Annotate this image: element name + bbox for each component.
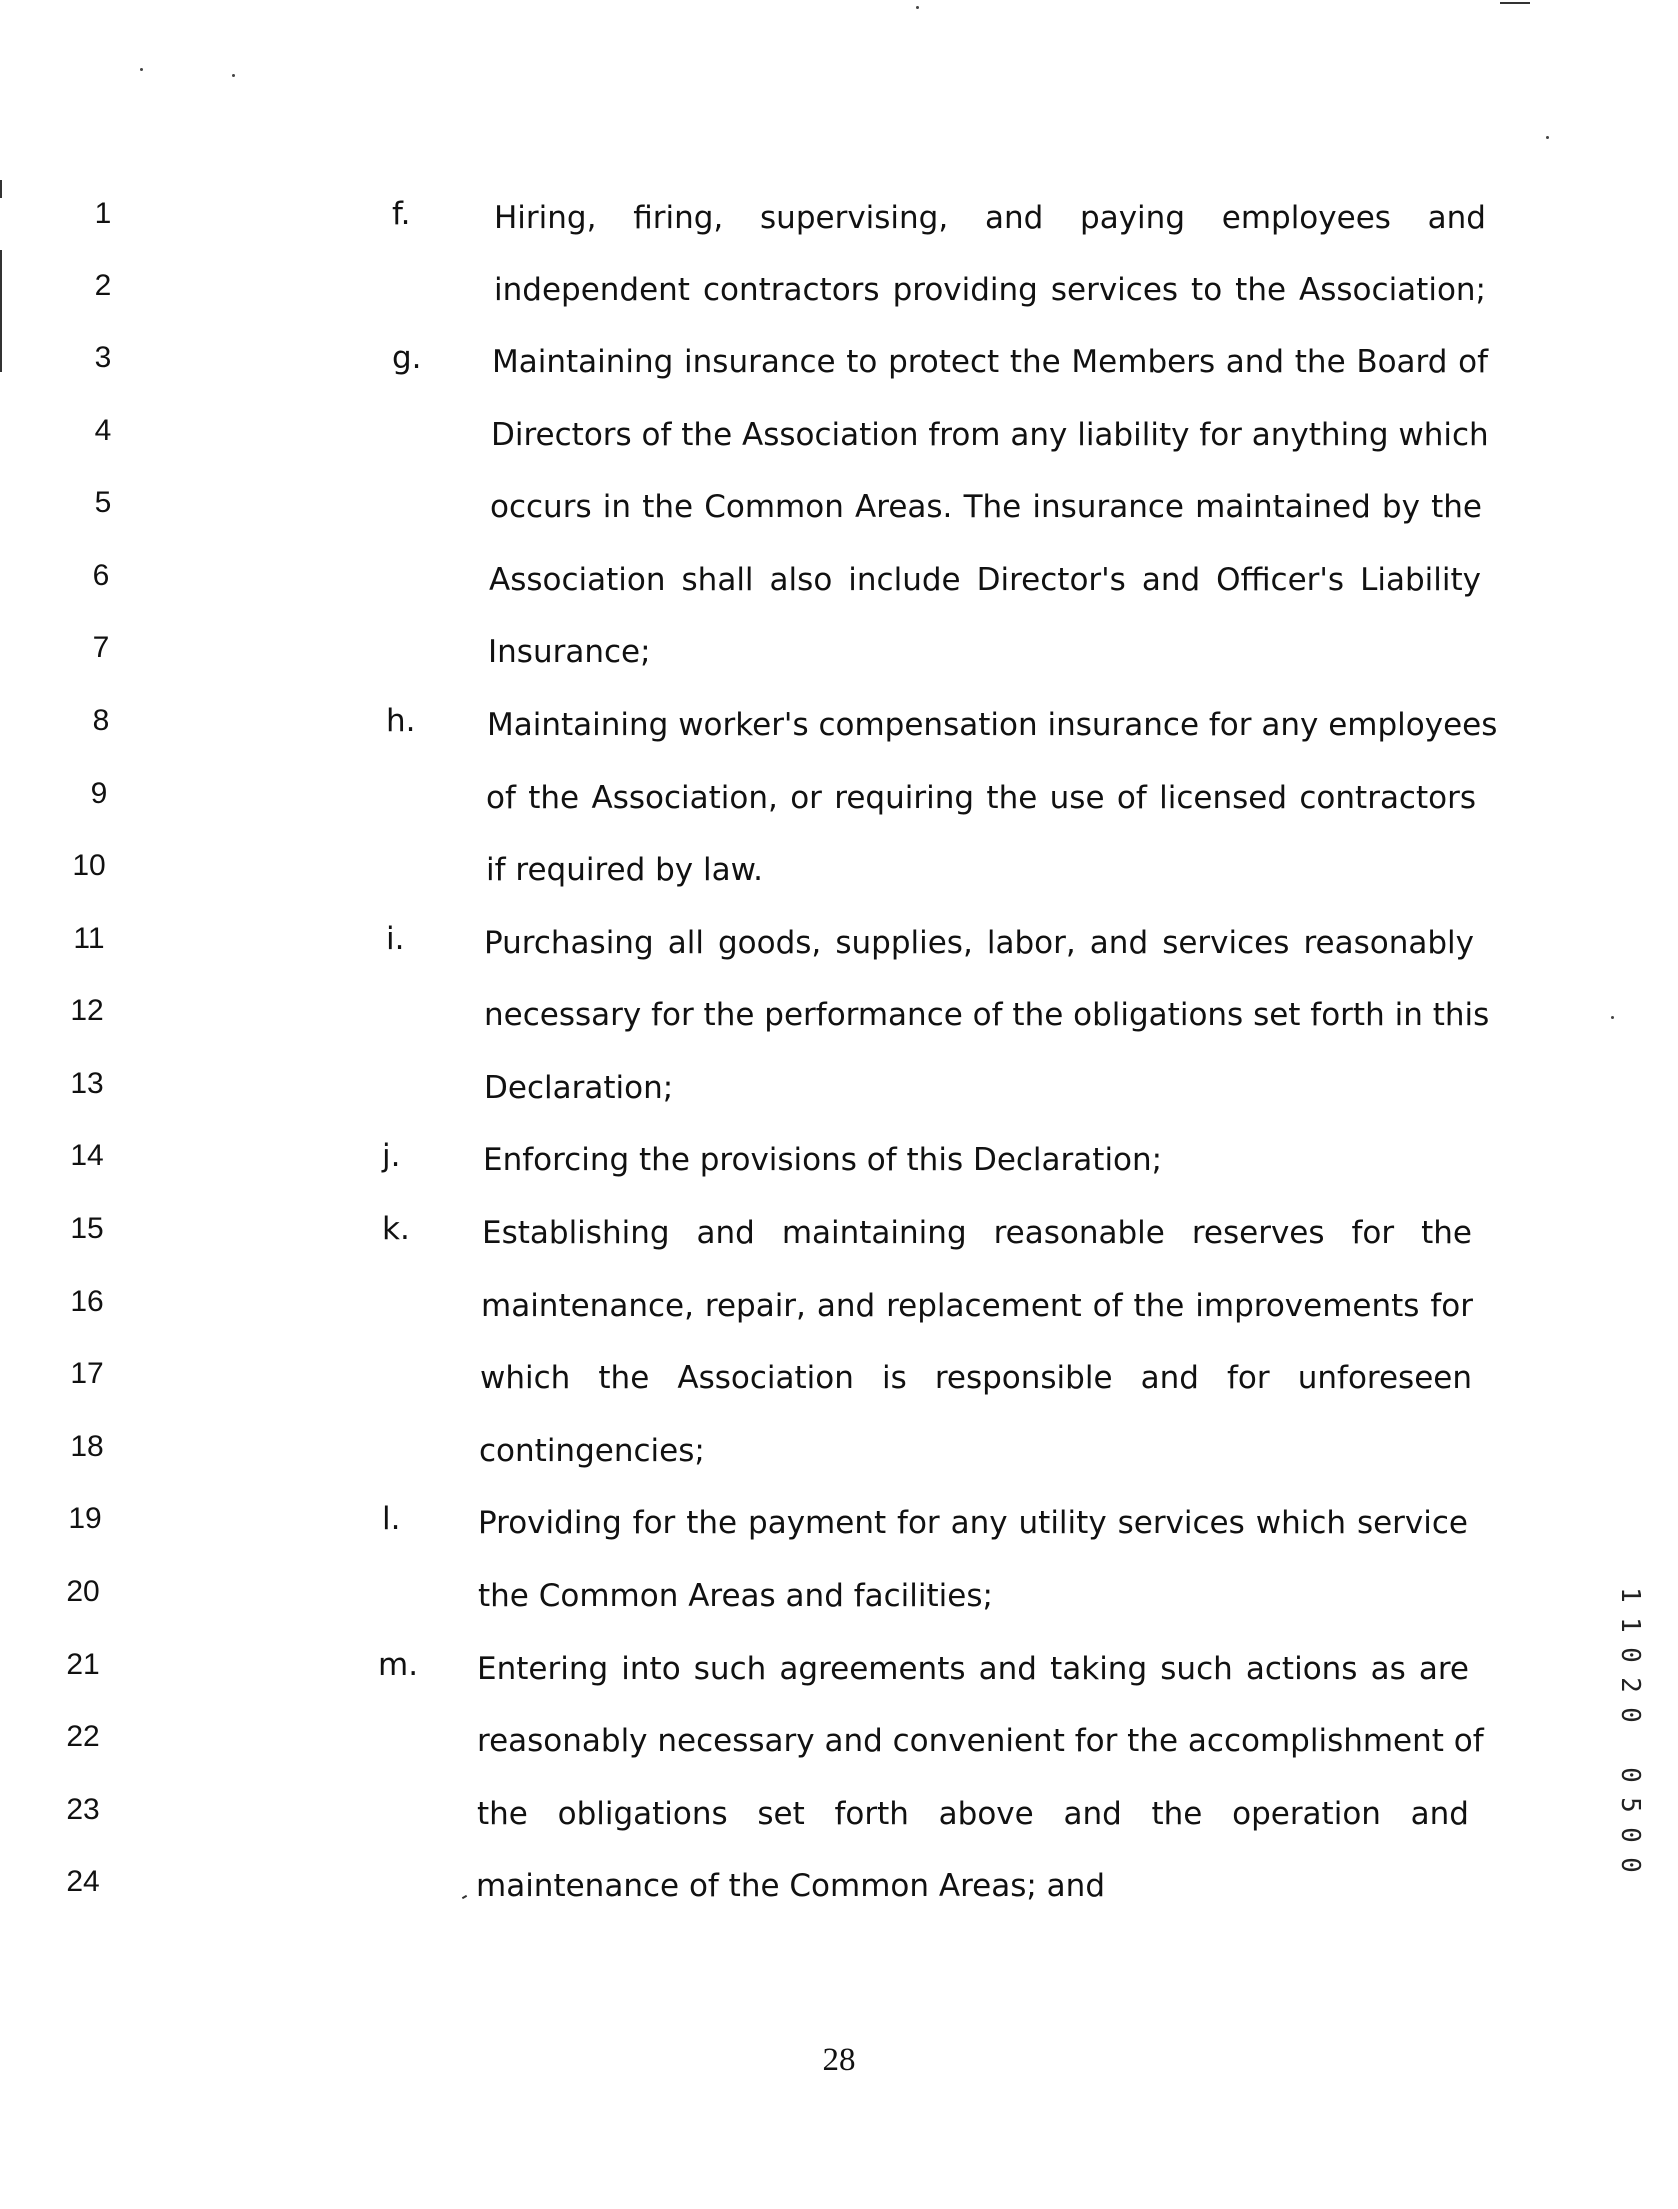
- line-number: 21: [66, 1648, 100, 1681]
- line-row: [0, 556, 1678, 616]
- stamp-digit: 2: [1615, 1677, 1645, 1693]
- line-text: necessary for the performance of the obligations set forth in this: [484, 997, 1490, 1033]
- line-number: 20: [66, 1575, 100, 1608]
- line-number: 15: [70, 1212, 104, 1245]
- item-marker: g.: [392, 340, 422, 376]
- line-number: 2: [94, 269, 112, 302]
- line-row: [0, 1862, 1678, 1922]
- line-row: [0, 1790, 1678, 1850]
- page-number: 28: [822, 2042, 856, 2078]
- stamp-digit: 0: [1615, 1857, 1645, 1873]
- line-number: 16: [70, 1285, 104, 1318]
- line-row: [0, 483, 1678, 543]
- line-text: the Common Areas and facilities;: [478, 1578, 993, 1614]
- line-row: [0, 411, 1678, 471]
- line-row: [0, 1064, 1678, 1124]
- line-row: [0, 1136, 1678, 1196]
- line-number: 19: [68, 1502, 102, 1535]
- line-number: 4: [94, 414, 112, 447]
- line-number: 23: [66, 1793, 100, 1826]
- line-text: of the Association, or requiring the use of licensed contractors: [486, 780, 1476, 816]
- line-row: [0, 338, 1678, 398]
- line-number: 18: [70, 1430, 104, 1463]
- line-number: 11: [73, 922, 105, 955]
- line-text: contingencies;: [479, 1433, 705, 1469]
- speck: [916, 6, 919, 9]
- item-marker: h.: [386, 703, 416, 739]
- bates-stamp: [1608, 1580, 1652, 1920]
- line-text: if required by law.: [486, 852, 763, 888]
- line-number: 8: [92, 704, 110, 737]
- line-text: reasonably necessary and convenient for the accomplishment of: [477, 1723, 1484, 1759]
- line-row: [0, 266, 1678, 326]
- stamp-digit: 0: [1615, 1647, 1645, 1663]
- line-row: [0, 846, 1678, 906]
- line-row: [0, 701, 1678, 761]
- line-number: 24: [66, 1865, 100, 1898]
- line-text: maintenance of the Common Areas; and: [476, 1868, 1105, 1904]
- line-text: maintenance, repair, and replacement of the improvements for: [481, 1288, 1473, 1324]
- line-number: 5: [94, 486, 112, 519]
- item-marker: i.: [386, 921, 405, 957]
- line-row: [0, 1717, 1678, 1777]
- line-text: independent contractors providing services to the Association;: [494, 272, 1486, 308]
- line-text: Declaration;: [484, 1070, 674, 1106]
- line-number: 10: [72, 849, 106, 882]
- line-row: [0, 1572, 1678, 1632]
- line-number: 9: [90, 777, 108, 810]
- line-text: Purchasing all goods, supplies, labor, and services reasonably: [484, 925, 1474, 961]
- line-text: Establishing and maintaining reasonable reserves for the: [482, 1215, 1472, 1251]
- line-row: [0, 1354, 1678, 1414]
- line-number: 14: [70, 1139, 104, 1172]
- line-number: 1: [94, 197, 112, 230]
- line-number: 13: [70, 1067, 104, 1100]
- line-text: Enforcing the provisions of this Declaration;: [483, 1142, 1163, 1178]
- item-marker: j.: [382, 1138, 401, 1174]
- line-row: [0, 919, 1678, 979]
- line-text: Insurance;: [488, 634, 651, 670]
- line-number: 22: [66, 1720, 100, 1753]
- stamp-digit: 0: [1615, 1827, 1645, 1843]
- line-row: [0, 774, 1678, 834]
- line-row: [0, 991, 1678, 1051]
- line-row: [0, 1282, 1678, 1342]
- item-marker: k.: [382, 1211, 410, 1247]
- line-text: occurs in the Common Areas. The insurance maintained by the: [490, 489, 1482, 525]
- line-text: Maintaining insurance to protect the Members and the Board of: [492, 344, 1488, 380]
- item-marker: l.: [382, 1501, 401, 1537]
- line-number: 6: [92, 559, 110, 592]
- stamp-digit: 1: [1615, 1587, 1645, 1603]
- line-text: Directors of the Association from any liability for anything which: [491, 417, 1489, 453]
- line-row: [0, 1645, 1678, 1705]
- item-marker: f.: [392, 196, 411, 232]
- line-row: [0, 628, 1678, 688]
- stamp-digit: 0: [1615, 1767, 1645, 1783]
- line-number: 7: [92, 631, 110, 664]
- line-text: Maintaining worker's compensation insurance for any employees: [487, 707, 1498, 743]
- line-row: [0, 194, 1678, 254]
- line-row: [0, 1427, 1678, 1487]
- line-number: 12: [70, 994, 104, 1027]
- line-row: [0, 1209, 1678, 1269]
- line-text: the obligations set forth above and the operation and: [477, 1796, 1469, 1832]
- line-text: Association shall also include Director's and Officer's Liability: [489, 562, 1481, 598]
- stamp-digit: 1: [1615, 1617, 1645, 1633]
- top-edge-mark: [1500, 2, 1530, 4]
- speck: [232, 74, 235, 77]
- line-number: 17: [70, 1357, 104, 1390]
- stamp-digit: 5: [1615, 1797, 1645, 1813]
- line-row: [0, 1499, 1678, 1559]
- speck: [1546, 136, 1549, 139]
- line-text: Hiring, firing, supervising, and paying employees and: [494, 200, 1486, 236]
- line-text: which the Association is responsible and for unforeseen: [480, 1360, 1472, 1396]
- line-text: Entering into such agreements and taking such actions as are: [477, 1651, 1469, 1687]
- line-text: Providing for the payment for any utility services which service: [478, 1505, 1468, 1541]
- item-marker: m.: [378, 1647, 419, 1683]
- speck: [140, 68, 143, 71]
- stamp-digit: 0: [1615, 1707, 1645, 1723]
- line-number: 3: [94, 341, 112, 374]
